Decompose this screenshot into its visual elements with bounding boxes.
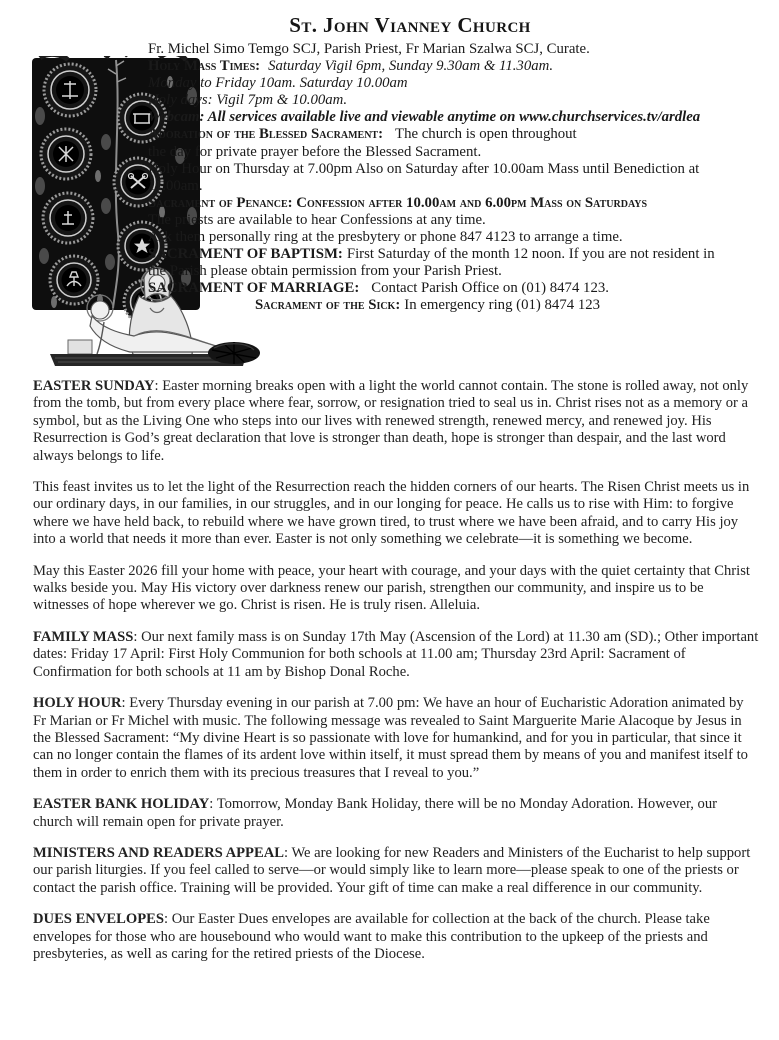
parish-info-block	[148, 41, 776, 315]
holy-days-line: Holy days: Vigil 7pm & 10.00am.	[148, 92, 348, 109]
section-sep: :	[154, 378, 163, 394]
section-label: HOLY HOUR	[33, 695, 122, 712]
section-label: DUES ENVELOPES	[33, 911, 164, 928]
section-feast-invitation	[33, 479, 760, 549]
section-label: EASTER BANK HOLIDAY	[33, 796, 210, 813]
section-label: EASTER SUNDAY	[33, 378, 155, 394]
section-holy-hour	[33, 695, 760, 782]
section-family-mass	[33, 629, 760, 681]
section-text: May this Easter 2026 fill your home with peace, your heart with courage, and your days with the quiet certainty that Christ walks beside you. May His victory over darkness renew our parish, strengthen our community, and inspire us to be witnesses of hope wherever we go. Christ is risen. He is truly risen. Alleluia.	[33, 562, 750, 614]
clergy-text: Fr. Michel Simo Temgo SCJ, Parish Priest, Fr Marian Szalwa SCJ, Curate.	[148, 41, 590, 57]
section-sep: :	[163, 911, 172, 928]
adoration-text-1: The church is open throughout	[395, 126, 577, 143]
section-easter-blessing	[33, 563, 760, 615]
section-sep: :	[209, 796, 217, 813]
weekday-mass-line: Monday to Friday 10am. Saturday 10.00am	[148, 75, 408, 92]
baptism-line-1	[148, 246, 776, 263]
adoration-line-2: the day for private prayer before the Blessed Sacrament.	[148, 143, 482, 160]
section-text: Every Thursday evening in our parish at 7.00 pm: We have an hour of Eucharistic Adoration animated by Fr Marian or Fr Michel with music. The following message was revealed to Saint Marguerite Marie Alacoque by Jesus in the Blessed Sacrament: “My divine Heart is so passionate with love for humankind, and for you in particular, that since it can no longer contain the flames of its ardent love within itself, it must spread them by means of you and manifest itself to them in order to enrich them with its precious treasures that I reveal to you.”	[33, 695, 748, 781]
penance-line-2: Ask them personally ring at the presbytery or phone 847 4123 to arrange a time.	[148, 229, 623, 246]
mass-times-value: Saturday Vigil 6pm, Sunday 9.30am & 11.30am.	[268, 58, 554, 75]
penance-label: Sacrament of Penance: Confession after 10.00am and 6.00pm Mass on Saturdays	[148, 194, 648, 211]
section-label: FAMILY MASS	[33, 628, 134, 645]
section-sep: :	[133, 628, 142, 645]
baptism-label: SACRAMENT OF BAPTISM:	[148, 246, 343, 263]
section-text: We are looking for new Readers and Ministers of the Eucharist to help support our parish liturgies. If you feel called to serve—or would simply like to learn more—please speak to one of the priests or contact the parish office. Training will be provided. Your gift of time can make a real difference in our community.	[33, 844, 751, 896]
section-sep: :	[121, 695, 130, 712]
sick-line	[148, 297, 776, 314]
mass-times-label: Holy Mass Times:	[148, 58, 261, 75]
section-dues-envelopes	[33, 911, 760, 963]
marriage-line	[148, 280, 776, 297]
section-text: This feast invites us to let the light of the Resurrection reach the hidden corners of our hearts. The Risen Christ meets us in our ordinary days, in our families, in our struggles, and in our longing for peace. He calls us to rise with Him: to forgive where we have held back, to rebuild where we have grown tired, to trust where we have been afraid, and to carry His joy into a world that needs it more than ever. Easter is not only something we celebrate—it is something we become.	[33, 479, 750, 548]
section-text: Our next family mass is on Sunday 17th May (Ascension of the Lord) at 11.30 am (SD).; Other important dates: Friday 17 April: First Holy Communion for both schools at 11.00 am; Thursday 23rd April: Sacrament of Confirmation for both schools at 11 am by Bishop Donal Roche.	[33, 628, 759, 680]
adoration-line-1	[148, 126, 776, 143]
bulletin-body	[33, 378, 760, 977]
section-text: Tomorrow, Monday Bank Holiday, there will be no Monday Adoration. However, our church will remain open for private prayer.	[33, 796, 718, 830]
adoration-line-3: Holy Hour on Thursday at 7.00pm Also on Saturday after 10.00am Mass until Benediction at	[148, 160, 700, 177]
section-label: MINISTERS AND READERS APPEAL	[33, 844, 284, 861]
section-easter-bank-holiday	[33, 796, 760, 831]
sick-text: In emergency ring (01) 8474 123	[404, 297, 601, 314]
adoration-label: Adoration of the Blessed Sacrament:	[148, 126, 384, 143]
clergy-line	[148, 41, 776, 58]
marriage-text: Contact Parish Office on (01) 8474 123.	[371, 280, 609, 297]
section-text: Easter morning breaks open with a light the world cannot contain. The stone is rolled away, not only from the tomb, but from every place where fear, sorrow, or resignation tried to seal us in. Christ rises not as a memory or a symbol, but as the Living One who steps into our lives with renewed strength, renewed mercy, and renewed joy. His Resurrection is God’s great declaration that love is stronger than death, hope is stronger than despair, and the last word always belongs to life.	[33, 378, 749, 464]
adoration-line-4: 11.00am.	[148, 177, 203, 194]
marriage-label: SACRAMENT OF MARRIAGE:	[148, 280, 360, 297]
webcam-line: Webcam: All services available live and viewable anytime on www.churchservices.tv/ardlea	[148, 109, 701, 126]
page-title: St. John Vianney Church	[289, 13, 531, 37]
penance-line-1: The priests are available to hear Confessions at any time.	[148, 211, 486, 228]
section-sep: :	[283, 844, 292, 861]
baptism-text-1: First Saturday of the month 12 noon. If you are not resident in	[346, 246, 715, 263]
section-easter-sunday	[33, 378, 760, 465]
baptism-line-2: the Parish please obtain permission from your Parish Priest.	[148, 263, 502, 280]
section-ministers-readers-appeal	[33, 845, 760, 897]
section-text: Our Easter Dues envelopes are available for collection at the back of the church. Please take envelopes for those who are housebound who would want to make this contribution to the upkeep of the priests and presbyteries, as well as caring for the retired priests of the Diocese.	[33, 911, 710, 962]
mass-times-line	[148, 58, 776, 75]
sick-label: Sacrament of the Sick:	[255, 297, 401, 314]
